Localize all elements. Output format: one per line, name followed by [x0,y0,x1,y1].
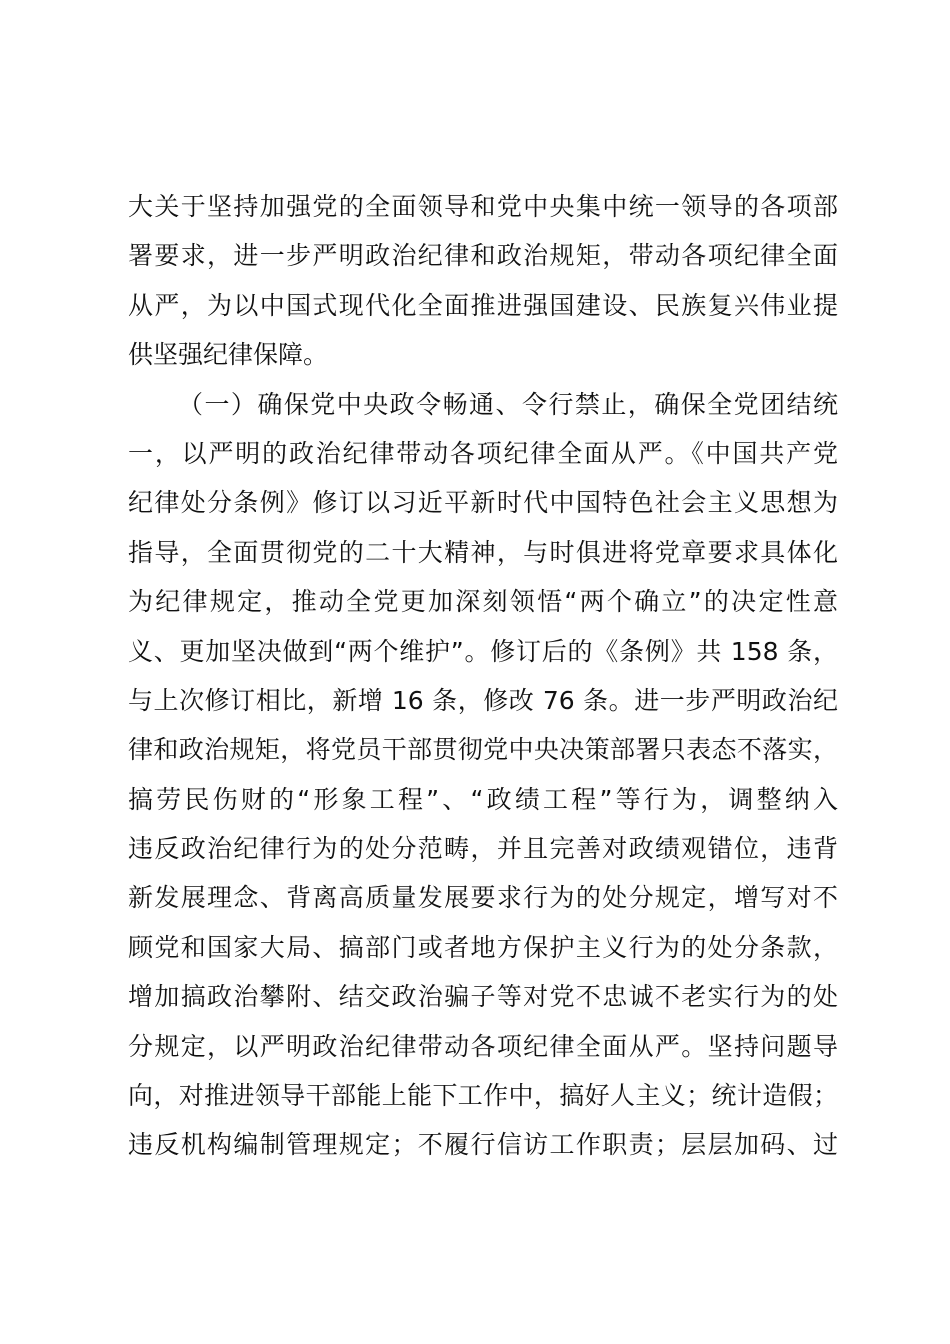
text-line: 分规定，以严明政治纪律带动各项纪律全面从严。坚持问题导 [128,1031,838,1061]
text-line: 违反机构编制管理规定；不履行信访工作职责；层层加码、过 [128,1130,838,1160]
text-line: 纪律处分条例》修订以习近平新时代中国特色社会主义思想为 [128,488,838,518]
text-line: 增加搞政治攀附、结交政治骗子等对党不忠诚不老实行为的处 [128,982,838,1012]
text-line: 供坚强纪律保障。 [128,340,329,370]
text-line: 顾党和国家大局、搞部门或者地方保护主义行为的处分条款， [128,932,838,962]
text-line: 新发展理念、背离高质量发展要求行为的处分规定，增写对不 [128,883,838,913]
text-line: 向，对推进领导干部能上能下工作中，搞好人主义；统计造假； [128,1081,838,1111]
text-line: 搞劳民伤财的“形象工程”、“政绩工程”等行为，调整纳入 [128,784,838,814]
text-line: 为纪律规定，推动全党更加深刻领悟“两个确立”的决定性意 [128,587,838,617]
text-line: 指导，全面贯彻党的二十大精神，与时俱进将党章要求具体化 [128,537,838,567]
text-line: 违反政治纪律行为的处分范畴，并且完善对政绩观错位，违背 [128,834,838,864]
text-line: 大关于坚持加强党的全面领导和党中央集中统一领导的各项部 [128,192,838,221]
text-line: 一，以严明的政治纪律带动各项纪律全面从严。《中国共产党 [128,438,838,468]
paragraph-first-line: （一）确保党中央政令畅通、令行禁止，确保全党团结统 [178,389,838,419]
text-line: 与上次修订相比，新增 16 条，修改 76 条。进一步严明政治纪 [128,685,838,715]
text-line: 律和政治规矩，将党员干部贯彻党中央决策部署只表态不落实， [128,735,838,765]
text-line: 署要求，进一步严明政治纪律和政治规矩，带动各项纪律全面 [128,241,838,271]
text-line: 义、更加坚决做到“两个维护”。修订后的《条例》共 158 条， [128,636,838,666]
body-text [128,182,838,1170]
text-line: 从严，为以中国式现代化全面推进强国建设、民族复兴伟业提 [128,290,838,320]
